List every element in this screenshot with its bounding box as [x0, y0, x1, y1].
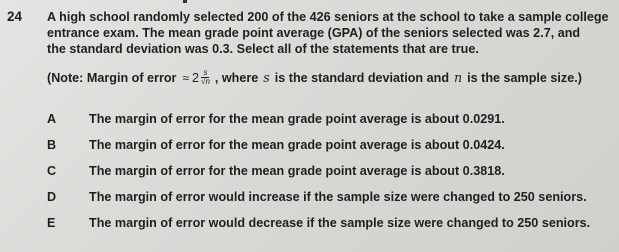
stem-line: the standard deviation was 0.3. Select all of the statements that are true.: [47, 42, 479, 56]
option-text: The margin of error would increase if the sample size were changed to 250 seniors.: [89, 190, 587, 204]
option-text: The margin of error for the mean grade point average is about 0.3818.: [89, 164, 505, 178]
question-stem: [47, 9, 612, 57]
stem-line: A high school randomly selected 200 of the 426 seniors at the school to take a sample college: [47, 10, 609, 24]
note-middle2: is the standard deviation and: [274, 70, 450, 85]
formula-denominator: √n: [201, 77, 210, 86]
note-var-n: n: [454, 70, 463, 85]
note-var-s: s: [263, 70, 270, 85]
option-letter: C: [47, 164, 57, 178]
option-letter: A: [47, 112, 57, 126]
stem-line: entrance exam. The mean grade point average (GPA) of the seniors selected was 2.7, and: [47, 26, 581, 40]
option-c[interactable]: [47, 164, 505, 178]
margin-of-error-note: [47, 69, 582, 86]
option-text: The margin of error would decrease if the sample size were changed to 250 seniors.: [89, 216, 591, 230]
option-e[interactable]: [47, 216, 590, 230]
option-b[interactable]: [47, 138, 505, 152]
note-prefix: (Note: Margin of error: [47, 70, 177, 85]
formula-fraction: [200, 69, 211, 86]
option-a[interactable]: [47, 112, 505, 126]
formula-numerator: s: [203, 68, 208, 77]
option-letter: B: [47, 138, 57, 152]
note-middle: , where: [214, 70, 259, 85]
option-text: The margin of error for the mean grade point average is about 0.0424.: [89, 138, 505, 152]
option-text: The margin of error for the mean grade point average is about 0.0291.: [89, 112, 505, 126]
formula-coefficient: 2: [192, 70, 200, 85]
option-letter: D: [47, 190, 57, 204]
question-number: 24: [7, 9, 23, 24]
note-suffix: is the sample size.): [467, 70, 582, 85]
margin-of-error-formula: [182, 69, 210, 86]
approx-symbol: ≈: [182, 70, 190, 85]
option-d[interactable]: [47, 190, 587, 204]
option-letter: E: [47, 216, 56, 230]
scan-mark: [183, 0, 187, 3]
